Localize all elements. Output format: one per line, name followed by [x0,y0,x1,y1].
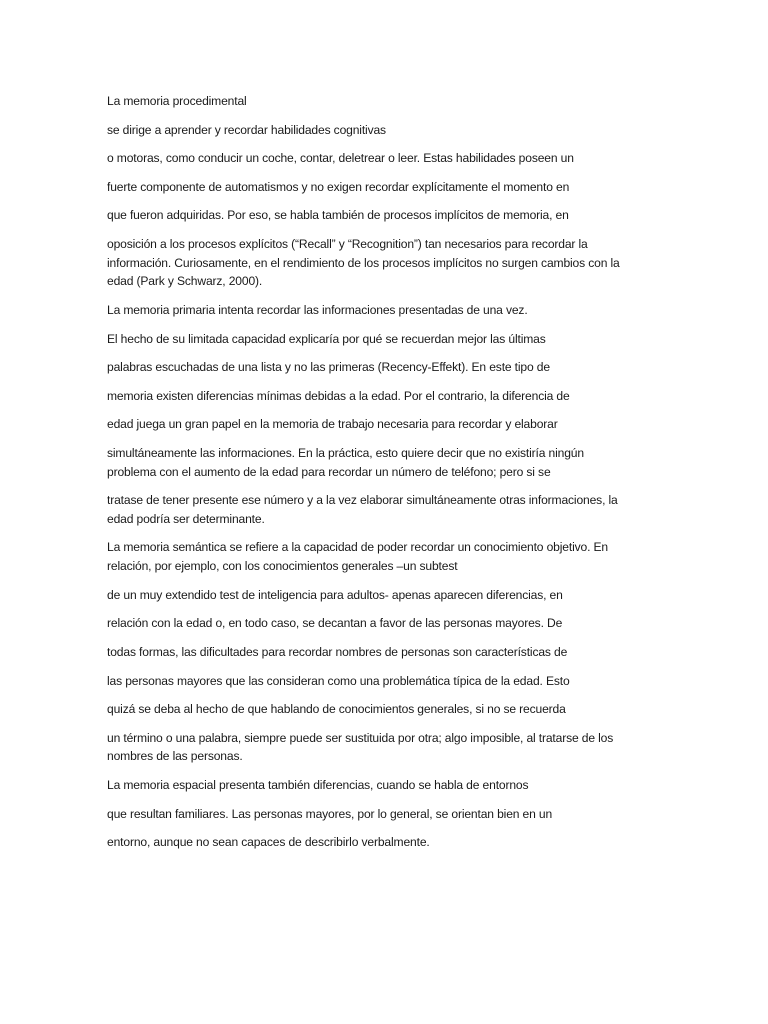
text-line: de un muy extendido test de inteligencia para adultos- apenas aparecen diferencias, en [107,587,563,602]
text-line: las personas mayores que las consideran como una problemática típica de la edad. Esto [107,673,570,688]
text-line: edad podría ser determinante. [107,511,265,526]
text-line: relación, por ejemplo, con los conocimientos generales –un subtest [107,559,458,574]
text-line: problema con el aumento de la edad para recordar un número de teléfono; pero si se [107,464,551,479]
document-body [107,93,667,863]
text-line: información. Curiosamente, en el rendimiento de los procesos implícitos no surgen cambios con la [107,255,620,270]
text-line: relación con la edad o, en todo caso, se decantan a favor de las personas mayores. De [107,616,563,631]
text-line: simultáneamente las informaciones. En la práctica, esto quiere decir que no existiría ningún [107,445,584,460]
text-line: palabras escuchadas de una lista y no las primeras (Recency-Effekt). En este tipo de [107,360,550,375]
text-line: que fueron adquiridas. Por eso, se habla también de procesos implícitos de memoria, en [107,208,569,223]
text-line: nombres de las personas. [107,749,243,764]
text-line: tratase de tener presente ese número y a la vez elaborar simultáneamente otras informaciones, la [107,493,618,508]
text-line: que resultan familiares. Las personas mayores, por lo general, se orientan bien en un [107,806,553,821]
text-line: entorno, aunque no sean capaces de describirlo verbalmente. [107,835,430,850]
text-line: edad juega un gran papel en la memoria de trabajo necesaria para recordar y elaborar [107,417,558,432]
text-line: La memoria semántica se refiere a la capacidad de poder recordar un conocimiento objetivo. En [107,540,608,555]
text-line: se dirige a aprender y recordar habilidades cognitivas [107,122,386,137]
text-line: La memoria procedimental [107,94,247,108]
text-line: quizá se deba al hecho de que hablando de conocimientos generales, si no se recuerda [107,702,566,717]
text-line: fuerte componente de automatismos y no exigen recordar explícitamente el momento en [107,179,570,194]
text-line: todas formas, las dificultades para recordar nombres de personas son características de [107,644,568,659]
text-line: La memoria espacial presenta también diferencias, cuando se habla de entornos [107,778,529,792]
text-line: La memoria primaria intenta recordar las informaciones presentadas de una vez. [107,302,528,317]
text-line: oposición a los procesos explícitos (“Recall” y “Recognition”) tan necesarios para recordar la [107,236,588,251]
text-line: o motoras, como conducir un coche, contar, deletrear o leer. Estas habilidades poseen un [107,151,574,166]
text-line: memoria existen diferencias mínimas debidas a la edad. Por el contrario, la diferencia de [107,388,570,403]
text-line: El hecho de su limitada capacidad explicaría por qué se recuerdan mejor las últimas [107,331,546,346]
text-line: edad (Park y Schwarz, 2000). [107,274,263,289]
text-line: un término o una palabra, siempre puede ser sustituida por otra; algo imposible, al tratarse de los [107,730,614,745]
